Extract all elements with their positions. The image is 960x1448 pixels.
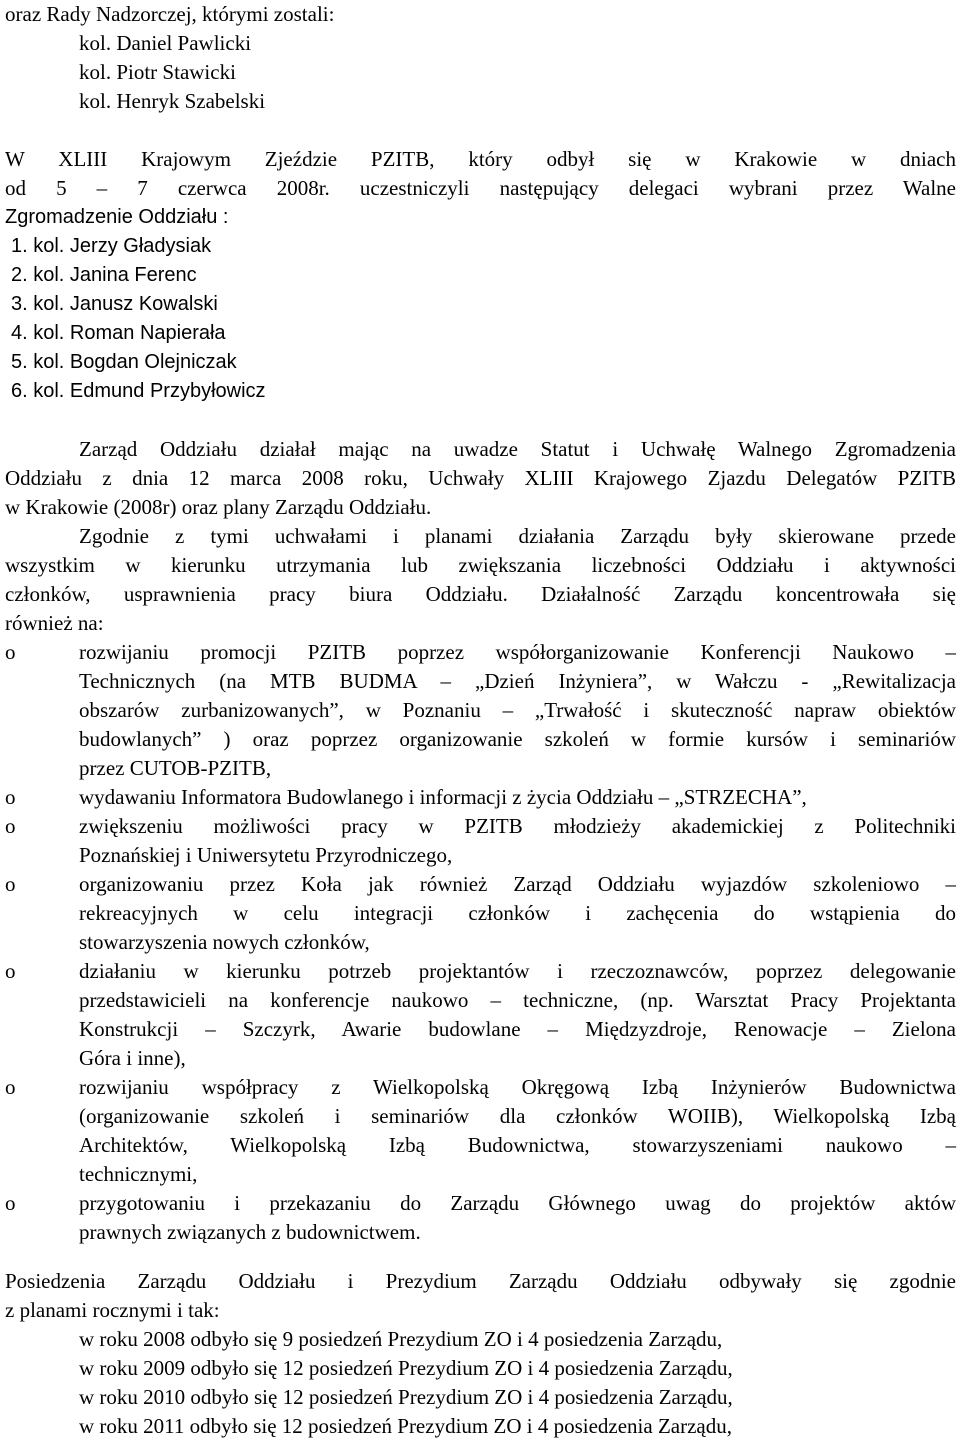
bullet-marker: o [5,1075,16,1099]
delegate-item: 1. kol. Jerzy Gładysiak [11,235,212,257]
bullet-line [5,725,956,754]
bullet-line [5,1044,956,1073]
bullet-item [5,957,956,1073]
bullet-line [5,1102,956,1131]
document-page [5,0,956,1441]
bullet-text: Konstrukcji – Szczyrk, Awarie budowlane – Międzyzdroje, Renowacje – Zielona [79,1017,956,1041]
bullet-line [5,899,956,928]
bullet-text: zwiększeniu możliwości pracy w PZITB młodzieży akademickiej z Politechniki [79,814,956,838]
bullet-text: technicznymi, [79,1162,198,1186]
bullet-text: przedstawicieli na konferencje naukowo – techniczne, (np. Warsztat Pracy Projektanta [79,988,956,1012]
bullet-text: przez CUTOB-PZITB, [79,756,272,780]
meetings-text-line: z planami rocznymi i tak: [5,1298,220,1322]
bullet-item [5,638,956,783]
paragraph-line: w Krakowie (2008r) oraz plany Zarządu Oddziału. [5,495,432,519]
bullet-line [5,1189,956,1218]
bullet-line [5,1015,956,1044]
meeting-year-line: w roku 2008 odbyło się 9 posiedzeń Prezydium ZO i 4 posiedzenia Zarządu, [79,1327,723,1351]
bullet-line [5,870,956,899]
delegate-item: 5. kol. Bogdan Olejniczak [11,351,237,373]
meetings-text-line: Posiedzenia Zarządu Oddziału i Prezydium Zarządu Oddziału odbywały się zgodnie [5,1269,956,1293]
delegate-item: 4. kol. Roman Napierała [11,322,226,344]
bullet-line [5,783,956,812]
meeting-year-line: w roku 2011 odbyło się 12 posiedzeń Prezydium ZO i 4 posiedzenia Zarządu, [79,1414,732,1438]
bullet-text: wydawaniu Informatora Budowlanego i informacji z życia Oddziału – „STRZECHA”, [79,785,807,809]
bullet-text: prawnych związanych z budownictwem. [79,1220,421,1244]
bullet-text: organizowaniu przez Koła jak również Zarząd Oddziału wyjazdów szkoleniowo – [79,872,956,896]
paragraph-line: wszystkim w kierunku utrzymania lub zwiększania liczebności Oddziału i aktywności [5,553,956,577]
bullet-text: przygotowaniu i przekazaniu do Zarządu Głównego uwag do projektów aktów [79,1191,956,1215]
member-name: kol. Daniel Pawlicki [79,31,252,55]
meeting-year-line: w roku 2010 odbyło się 12 posiedzeń Prezydium ZO i 4 posiedzenia Zarządu, [79,1385,733,1409]
bullet-item [5,870,956,957]
paragraph-line: Zarząd Oddziału działał mając na uwadze Statut i Uchwałę Walnego Zgromadzenia [79,437,956,461]
paragraph-line: członków, usprawnienia pracy biura Oddziału. Działalność Zarządu koncentrowała się [5,582,956,606]
bullet-list [5,638,956,1247]
bullet-marker: o [5,814,16,838]
bullet-line [5,841,956,870]
bullet-text: (organizowanie szkoleń i seminariów dla członków WOIIB), Wielkopolską Izbą [79,1104,956,1128]
intro-line: oraz Rady Nadzorczej, którymi zostali: [5,2,335,26]
bullet-line [5,928,956,957]
bullet-marker: o [5,1191,16,1215]
bullet-text: obszarów zurbanizowanych”, w Poznaniu – „Trwałość i skuteczność napraw obiektów [79,698,956,722]
bullet-line [5,957,956,986]
bullet-marker: o [5,785,16,809]
bullet-item [5,1189,956,1247]
delegate-item: 6. kol. Edmund Przybyłowicz [11,380,266,402]
delegates-text-line: Zgromadzenie Oddziału : [5,206,229,228]
delegates-text-line: od 5 – 7 czerwca 2008r. uczestniczyli następujący delegaci wybrani przez Walne [5,176,956,200]
bullet-text: rozwijaniu promocji PZITB poprzez współorganizowanie Konferencji Naukowo – [79,640,956,664]
bullet-text: rekreacyjnych w celu integracji członków i zachęcenia do wstąpienia do [79,901,956,925]
bullet-line [5,1131,956,1160]
bullet-item [5,812,956,870]
bullet-marker: o [5,959,16,983]
delegates-text-line: W XLIII Krajowym Zjeździe PZITB, który odbył się w Krakowie w dniach [5,147,956,171]
bullet-text: budowlanych” ) oraz poprzez organizowanie szkoleń w formie kursów i seminariów [79,727,956,751]
bullet-line [5,754,956,783]
bullet-text: Poznańskiej i Uniwersytetu Przyrodniczego, [79,843,453,867]
bullet-marker: o [5,640,16,664]
bullet-line [5,1160,956,1189]
delegate-item: 3. kol. Janusz Kowalski [11,293,218,315]
bullet-line [5,667,956,696]
bullet-text: Architektów, Wielkopolską Izbą Budownictwa, stowarzyszeniami naukowo – [79,1133,956,1157]
bullet-text: stowarzyszenia nowych członków, [79,930,370,954]
bullet-line [5,812,956,841]
bullet-text: rozwijaniu współpracy z Wielkopolską Okręgową Izbą Inżynierów Budownictwa [79,1075,956,1099]
bullet-item [5,1073,956,1189]
bullet-line [5,1218,956,1247]
paragraph-line: Oddziału z dnia 12 marca 2008 roku, Uchwały XLIII Krajowego Zjazdu Delegatów PZITB [5,466,956,490]
bullet-marker: o [5,872,16,896]
paragraph-line: Zgodnie z tymi uchwałami i planami działania Zarządu były skierowane przede [79,524,956,548]
bullet-line [5,986,956,1015]
member-name: kol. Henryk Szabelski [79,89,266,113]
member-name: kol. Piotr Stawicki [79,60,236,84]
bullet-line [5,638,956,667]
delegate-item: 2. kol. Janina Ferenc [11,264,197,286]
paragraph-line: również na: [5,611,104,635]
bullet-line [5,696,956,725]
meeting-year-line: w roku 2009 odbyło się 12 posiedzeń Prezydium ZO i 4 posiedzenia Zarządu, [79,1356,733,1380]
bullet-text: Góra i inne), [79,1046,186,1070]
bullet-text: działaniu w kierunku potrzeb projektantów i rzeczoznawców, poprzez delegowanie [79,959,956,983]
bullet-item [5,783,956,812]
bullet-line [5,1073,956,1102]
bullet-text: Technicznych (na MTB BUDMA – „Dzień Inżyniera”, w Wałczu - „Rewitalizacja [79,669,956,693]
